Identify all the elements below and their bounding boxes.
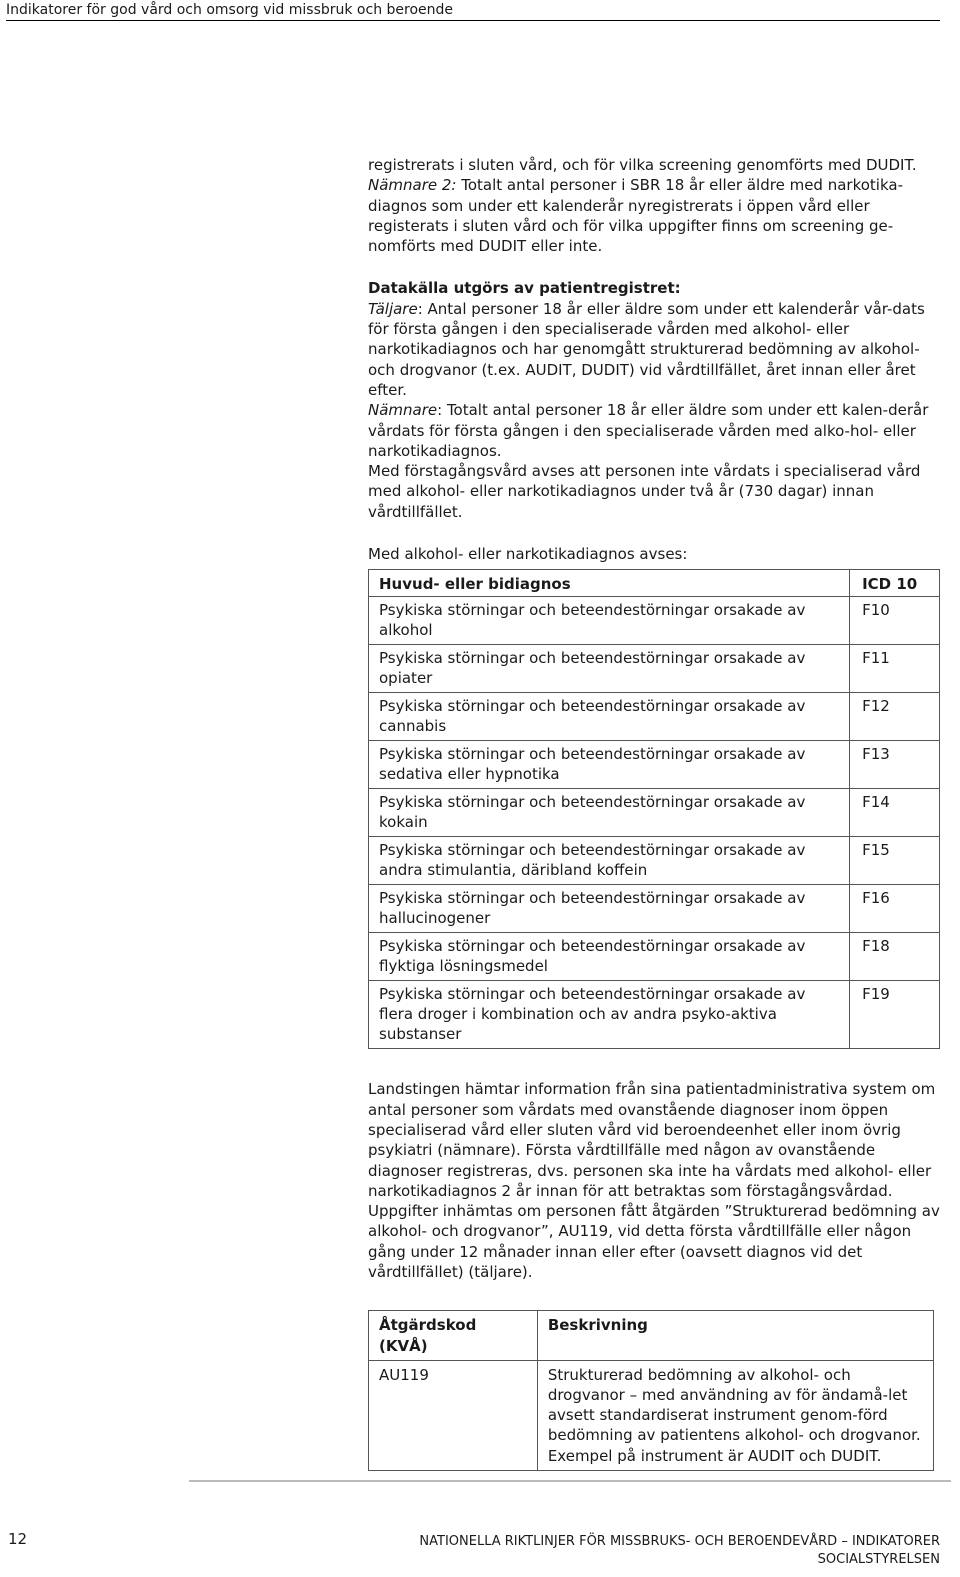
table-row: [369, 1360, 934, 1470]
kva-table: [368, 1310, 934, 1470]
spacer: [368, 522, 940, 544]
table-row: [369, 741, 940, 789]
diagnosis-desc: Psykiska störningar och beteendestörningar orsakade av andra stimulantia, däribland koffein: [369, 837, 850, 885]
forstagang-paragraph: Med förstagångsvård avses att personen inte vårdats i specialiserad vård med alkohol- eller narkotikadiagnos under två år (730 dagar) innan vårdtillfället.: [368, 462, 921, 521]
namnare2-label: Nämnare 2:: [368, 176, 457, 195]
kva-header-desc: Beskrivning: [537, 1311, 933, 1360]
kva-header-row: [369, 1311, 934, 1360]
footer-line-2: SOCIALSTYRELSEN: [817, 1552, 940, 1567]
intro-line: registrerats i sluten vård, och för vilka screening genomförts med DUDIT.: [368, 156, 917, 174]
table-row: [369, 693, 940, 741]
page-number: 12: [8, 1530, 28, 1548]
spacer: [368, 256, 940, 278]
table-row: [369, 885, 940, 933]
diagnosis-table: [368, 569, 940, 1049]
table-row: [369, 981, 940, 1049]
table-row: [369, 837, 940, 885]
table-row: [369, 645, 940, 693]
diagnosis-desc: Psykiska störningar och beteendestörningar orsakade av flera droger i kombination och av andra psyko-aktiva substanser: [369, 981, 850, 1049]
kva-header-code: Åtgärdskod (KVÅ): [369, 1311, 538, 1360]
diagnosis-desc: Psykiska störningar och beteendestörningar orsakade av alkohol: [369, 597, 850, 645]
namnare2-paragraph: [368, 175, 940, 256]
spacer: [368, 1282, 940, 1310]
running-header: [6, 0, 940, 21]
diagnosis-desc: Psykiska störningar och beteendestörningar orsakade av hallucinogener: [369, 885, 850, 933]
diagnosis-desc: Psykiska störningar och beteendestörningar orsakade av flyktiga lösningsmedel: [369, 933, 850, 981]
diagnosis-desc: Psykiska störningar och beteendestörningar orsakade av opiater: [369, 645, 850, 693]
diagnosis-code: F14: [850, 789, 940, 837]
diagnosis-header-desc: Huvud- eller bidiagnos: [369, 570, 850, 597]
namnare-text: : Totalt antal personer 18 år eller äldre som under ett kalen-derår vårdats för första gången i den specialiserade vården med alko-hol- eller narkotikadiagnos.: [368, 401, 929, 460]
diagnosis-header-row: [369, 570, 940, 597]
diagnosis-desc: Psykiska störningar och beteendestörningar orsakade av cannabis: [369, 693, 850, 741]
landstingen-paragraph: Landstingen hämtar information från sina patientadministrativa system om antal personer som vårdats med ovanstående diagnoser inom öppen specialiserad vård eller sluten vård vid beroendeenhet eller inom övrig psykiatri (nämnare). Första vårdtillfälle med någon av ovanstående diagnoser registreras, dvs. personen ska inte ha vårdats med alkohol- eller narkotikadiagnos 2 år innan för att betraktas som förstagångsvårdad. Uppgifter inhämtas om personen fått åtgärden ”Strukturerad bedömning av alkohol- och drogvanor”, AU119, vid detta första vårdtillfälle eller någon gång under 12 månader innan eller efter (oavsett diagnos vid det vårdtillfället) (täljare).: [368, 1080, 940, 1282]
diagnosis-header-code: ICD 10: [850, 570, 940, 597]
table-row: [369, 789, 940, 837]
diagnosis-code: F16: [850, 885, 940, 933]
kva-desc: Strukturerad bedömning av alkohol- och drogvanor – med användning av för ändamå-let avsett standardiserat instrument genom-förd bedömning av patientens alkohol- och drogvanor. Exempel på instrument är AUDIT och DUDIT.: [537, 1360, 933, 1470]
table-row: [369, 597, 940, 645]
kva-code: AU119: [369, 1360, 538, 1470]
diagnosis-code: F18: [850, 933, 940, 981]
namnare2-text: Totalt antal personer i SBR 18 år eller äldre med narkotika-diagnos som under ett kalenderår nyregistrerats i öppen vård eller registerats i sluten vård och för vilka uppgifter finns om screening ge-nomförts med DUDIT eller inte.: [368, 176, 903, 256]
footer-rule: [189, 1480, 951, 1482]
taljare-label: Täljare: [368, 299, 418, 318]
diagnosis-code: F11: [850, 645, 940, 693]
main-content: [368, 155, 940, 1471]
spacer: [368, 1049, 940, 1079]
diagnosis-table-caption: Med alkohol- eller narkotikadiagnos avses:: [368, 545, 688, 564]
diagnosis-desc: Psykiska störningar och beteendestörningar orsakade av sedativa eller hypnotika: [369, 741, 850, 789]
diagnosis-code: F19: [850, 981, 940, 1049]
footer-line-1: NATIONELLA RIKTLINJER FÖR MISSBRUKS- OCH BEROENDEVÅRD – INDIKATORER: [419, 1534, 940, 1549]
footer: [419, 1533, 940, 1569]
diagnosis-code: F10: [850, 597, 940, 645]
running-title: Indikatorer för god vård och omsorg vid missbruk och beroende: [6, 2, 454, 18]
taljare-paragraph: [368, 299, 940, 400]
diagnosis-code: F13: [850, 741, 940, 789]
diagnosis-code: F15: [850, 837, 940, 885]
diagnosis-desc: Psykiska störningar och beteendestörningar orsakade av kokain: [369, 789, 850, 837]
namnare-paragraph: [368, 400, 940, 461]
namnare-label: Nämnare: [368, 401, 438, 420]
datasource-heading: Datakälla utgörs av patientregistret:: [368, 279, 681, 298]
diagnosis-code: F12: [850, 693, 940, 741]
taljare-text: : Antal personer 18 år eller äldre som under ett kalenderår vår-dats för första gången i den specialiserade vården med alkohol- eller narkotikadiagnos och har genomgått strukturerad bedömning av alkohol- och drogvanor (t.ex. AUDIT, DUDIT) vid vårdtillfället, året innan eller året efter.: [368, 299, 925, 399]
table-row: [369, 933, 940, 981]
